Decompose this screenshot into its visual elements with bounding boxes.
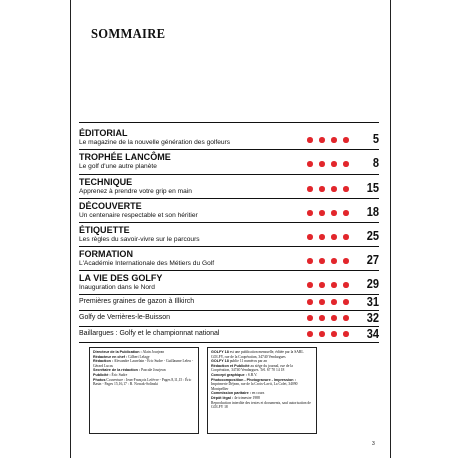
page-number: 34: [366, 326, 379, 341]
credit-line: GOLFY 18 publie 11 numéros par an: [211, 359, 268, 364]
section-heading: ÉDITORIAL: [79, 128, 128, 139]
credit-line: GOLFY 18 est une publication mensuelle, éditée par la SARL GOLFY, rue de la Coopération, 34740 Vendargues: [211, 350, 304, 359]
section-heading: TROPHÉE LANCÔME: [79, 152, 171, 163]
page-number: 18: [366, 204, 379, 219]
section-heading: FORMATION: [79, 249, 133, 260]
top-rule: [79, 122, 379, 123]
article-title: Golfy de Verrières-le-Buisson: [79, 314, 171, 321]
dot-leader: [307, 258, 349, 264]
page-number: 29: [366, 276, 379, 291]
toc-entry: [79, 249, 379, 269]
toc-entry: [79, 201, 379, 221]
divider: [79, 246, 379, 247]
credit-line: Concept graphique : S.B.V.: [211, 372, 258, 377]
dot-leader: [307, 186, 349, 192]
dot-leader: [307, 282, 349, 288]
page-number: 15: [366, 180, 379, 195]
credit-line: Publicité : Éric Sudre: [93, 372, 128, 377]
section-heading: LA VIE DES GOLFY: [79, 273, 163, 284]
toc-entry: [79, 327, 379, 347]
dot-leader: [307, 137, 349, 143]
page-number: 32: [366, 310, 379, 325]
credits-box-right: [207, 347, 317, 434]
credit-line: Rédaction et Publicité au siège du journal, rue de la Coopération, 34740 Vendargues. Tél. 67 70 14 18: [211, 363, 293, 373]
divider: [79, 222, 379, 223]
divider: [79, 270, 379, 271]
article-title: Un centenaire respectable et son héritier: [79, 212, 198, 219]
divider: [79, 174, 379, 175]
credit-line: Dépôt légal : 4e trimestre 1988: [211, 395, 260, 400]
toc-entry: [79, 152, 379, 172]
page-number: 27: [366, 252, 379, 267]
toc-entry: [79, 128, 379, 148]
section-heading: DÉCOUVERTE: [79, 201, 142, 212]
toc-entry: [79, 177, 379, 197]
dot-leader: [307, 234, 349, 240]
credit-line: Reproduction interdite des textes et documents, sauf autorisation de GOLFY 18: [211, 400, 311, 410]
toc-entry: [79, 225, 379, 245]
divider: [79, 198, 379, 199]
credit-line: Photocomposition - Photogravure - Impression : Imprimerie Déjean, rue de la Croix-Lavit, La Colet, 34090 Montpellier: [211, 377, 298, 391]
credits-box-left: [89, 347, 199, 434]
page-number: 8: [372, 155, 379, 170]
article-title: Les règles du savoir-vivre sur le parcours: [79, 236, 200, 243]
credit-line: Rédacteur en chef : Gilbert Lelage: [93, 354, 150, 359]
folio: 3: [372, 441, 375, 447]
divider: [79, 149, 379, 150]
credit-line: Commission paritaire : en cours: [211, 391, 265, 396]
section-heading: ÉTIQUETTE: [79, 225, 130, 236]
dot-leader: [307, 161, 349, 167]
article-title: Le magazine de la nouvelle génération des golfeurs: [79, 139, 231, 146]
credit-line: Directeur de la Publication : Alain Jourjean: [93, 350, 165, 354]
credit-line: Secrétaire de la rédaction : Pascale Jourjean: [93, 368, 166, 373]
article-title: Inauguration dans le Nord: [79, 284, 155, 291]
page-title: SOMMAIRE: [91, 27, 166, 42]
credit-line: Photos Couverture : Jean-François Lefèvre - Pages 8,11,15 : Éric Basin - Pages 15,16,17 : B. Nowak-Solinski: [93, 377, 192, 387]
article-title: Apprenez à prendre votre grip en main: [79, 188, 192, 195]
dot-leader: [307, 210, 349, 216]
article-title: Premières graines de gazon à Illkirch: [79, 298, 195, 305]
page-number: 31: [366, 294, 379, 309]
article-title: L'Académie Internationale des Métiers du Golf: [79, 260, 215, 267]
credits-section: [79, 347, 379, 435]
toc-entry: [79, 273, 379, 293]
dot-leader: [307, 315, 349, 321]
article-title: Le golf d'une autre planète: [79, 163, 157, 170]
divider: [79, 342, 379, 343]
credit-line: Rédaction : Alexandre Laurelain - Éric Sudre - Guillaume Leleu - Gérard Lucas: [93, 359, 194, 368]
section-heading: TECHNIQUE: [79, 177, 133, 188]
dot-leader: [307, 299, 349, 305]
article-title: Baillargues : Golfy et le championnat national: [79, 330, 220, 337]
dot-leader: [307, 331, 349, 337]
page-number: 25: [366, 228, 379, 243]
page-number: 5: [372, 131, 379, 146]
